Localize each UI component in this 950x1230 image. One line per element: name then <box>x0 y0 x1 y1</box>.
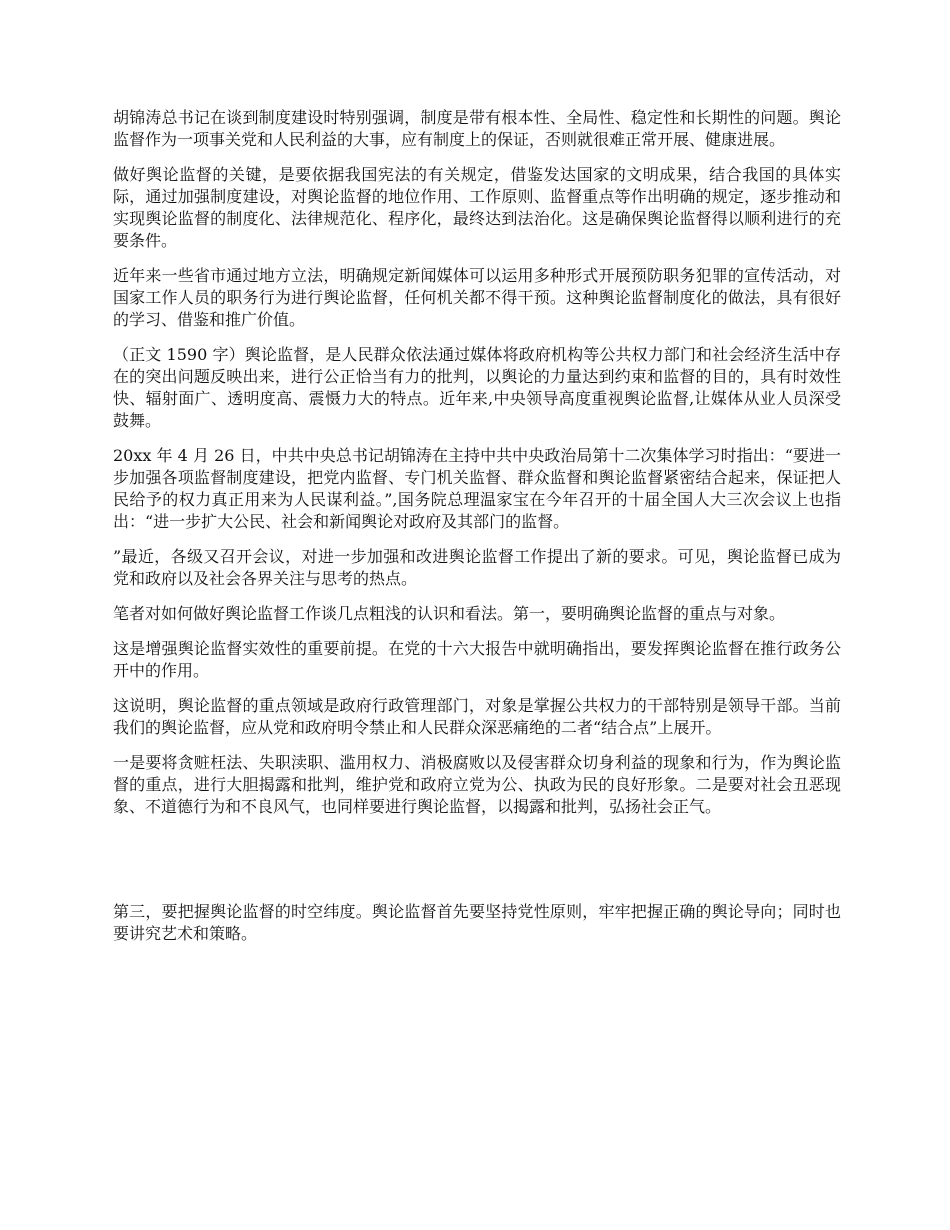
paragraph: 近年来一些省市通过地方立法，明确规定新闻媒体可以运用多种形式开展预防职务犯罪的宣传活动，对国家工作人员的职务行为进行舆论监督，任何机关都不得干预。这种舆论监督制度化的做法，具有很好的学习、借鉴和推广价值。 <box>113 266 841 329</box>
blank-space <box>113 831 841 901</box>
paragraph: 胡锦涛总书记在谈到制度建设时特别强调，制度是带有根本性、全局性、稳定性和长期性的问题。舆论监督作为一项事关党和人民利益的大事，应有制度上的保证，否则就很难正常开展、健康进展。 <box>113 108 841 149</box>
paragraph: 一是要将贪赃枉法、失职渎职、滥用权力、消极腐败以及侵害群众切身利益的现象和行为，作为舆论监督的重点，进行大胆揭露和批判，维护党和政府立党为公、执政为民的良好形象。二是要对社会丑恶现象、不道德行为和不良风气，也同样要进行舆论监督，以揭露和批判，弘扬社会正气。 <box>113 753 841 816</box>
paragraph: 这是增强舆论监督实效性的重要前提。在党的十六大报告中就明确指出，要发挥舆论监督在推行政务公开中的作用。 <box>113 639 841 680</box>
paragraph: （正文 1590 字）舆论监督，是人民群众依法通过媒体将政府机构等公共权力部门和社会经济生活中存在的突出问题反映出来，进行公正恰当有力的批判，以舆论的力量达到约束和监督的目的，具有时效性快、辐射面广、透明度高、震慑力大的特点。近年来,中央领导高度重视舆论监督,让媒体从业人员深受鼓舞。 <box>113 345 841 430</box>
paragraph: 做好舆论监督的关键，是要依据我国宪法的有关规定，借鉴发达国家的文明成果，结合我国的具体实际，通过加强制度建设，对舆论监督的地位作用、工作原则、监督重点等作出明确的规定，逐步推动和实现舆论监督的制度化、法律规范化、程序化，最终达到法治化。这是确保舆论监督得以顺利进行的充要条件。 <box>113 165 841 250</box>
document-body <box>113 107 841 958</box>
paragraph: 20xx 年 4 月 26 日，中共中央总书记胡锦涛在主持中共中央政治局第十二次集体学习时指出：“要进一步加强各项监督制度建设，把党内监督、专门机关监督、群众监督和舆论监督紧密结合起来，保证把人民给予的权力真正用来为人民谋利益。”,国务院总理温家宝在今年召开的十届全国人大三次会议上也指出：“进一步扩大公民、社会和新闻舆论对政府及其部门的监督。 <box>113 446 841 531</box>
paragraph: 这说明，舆论监督的重点领域是政府行政管理部门，对象是掌握公共权力的干部特别是领导干部。当前我们的舆论监督，应从党和政府明令禁止和人民群众深恶痛绝的二者“结合点”上展开。 <box>113 696 841 737</box>
paragraph: ”最近，各级又召开会议，对进一步加强和改进舆论监督工作提出了新的要求。可见，舆论监督已成为党和政府以及社会各界关注与思考的热点。 <box>113 547 841 588</box>
paragraph: 笔者对如何做好舆论监督工作谈几点粗浅的认识和看法。第一，要明确舆论监督的重点与对象。 <box>113 604 786 623</box>
paragraph: 第三，要把握舆论监督的时空纬度。舆论监督首先要坚持党性原则，牢牢把握正确的舆论导向；同时也要讲究艺术和策略。 <box>113 902 841 943</box>
